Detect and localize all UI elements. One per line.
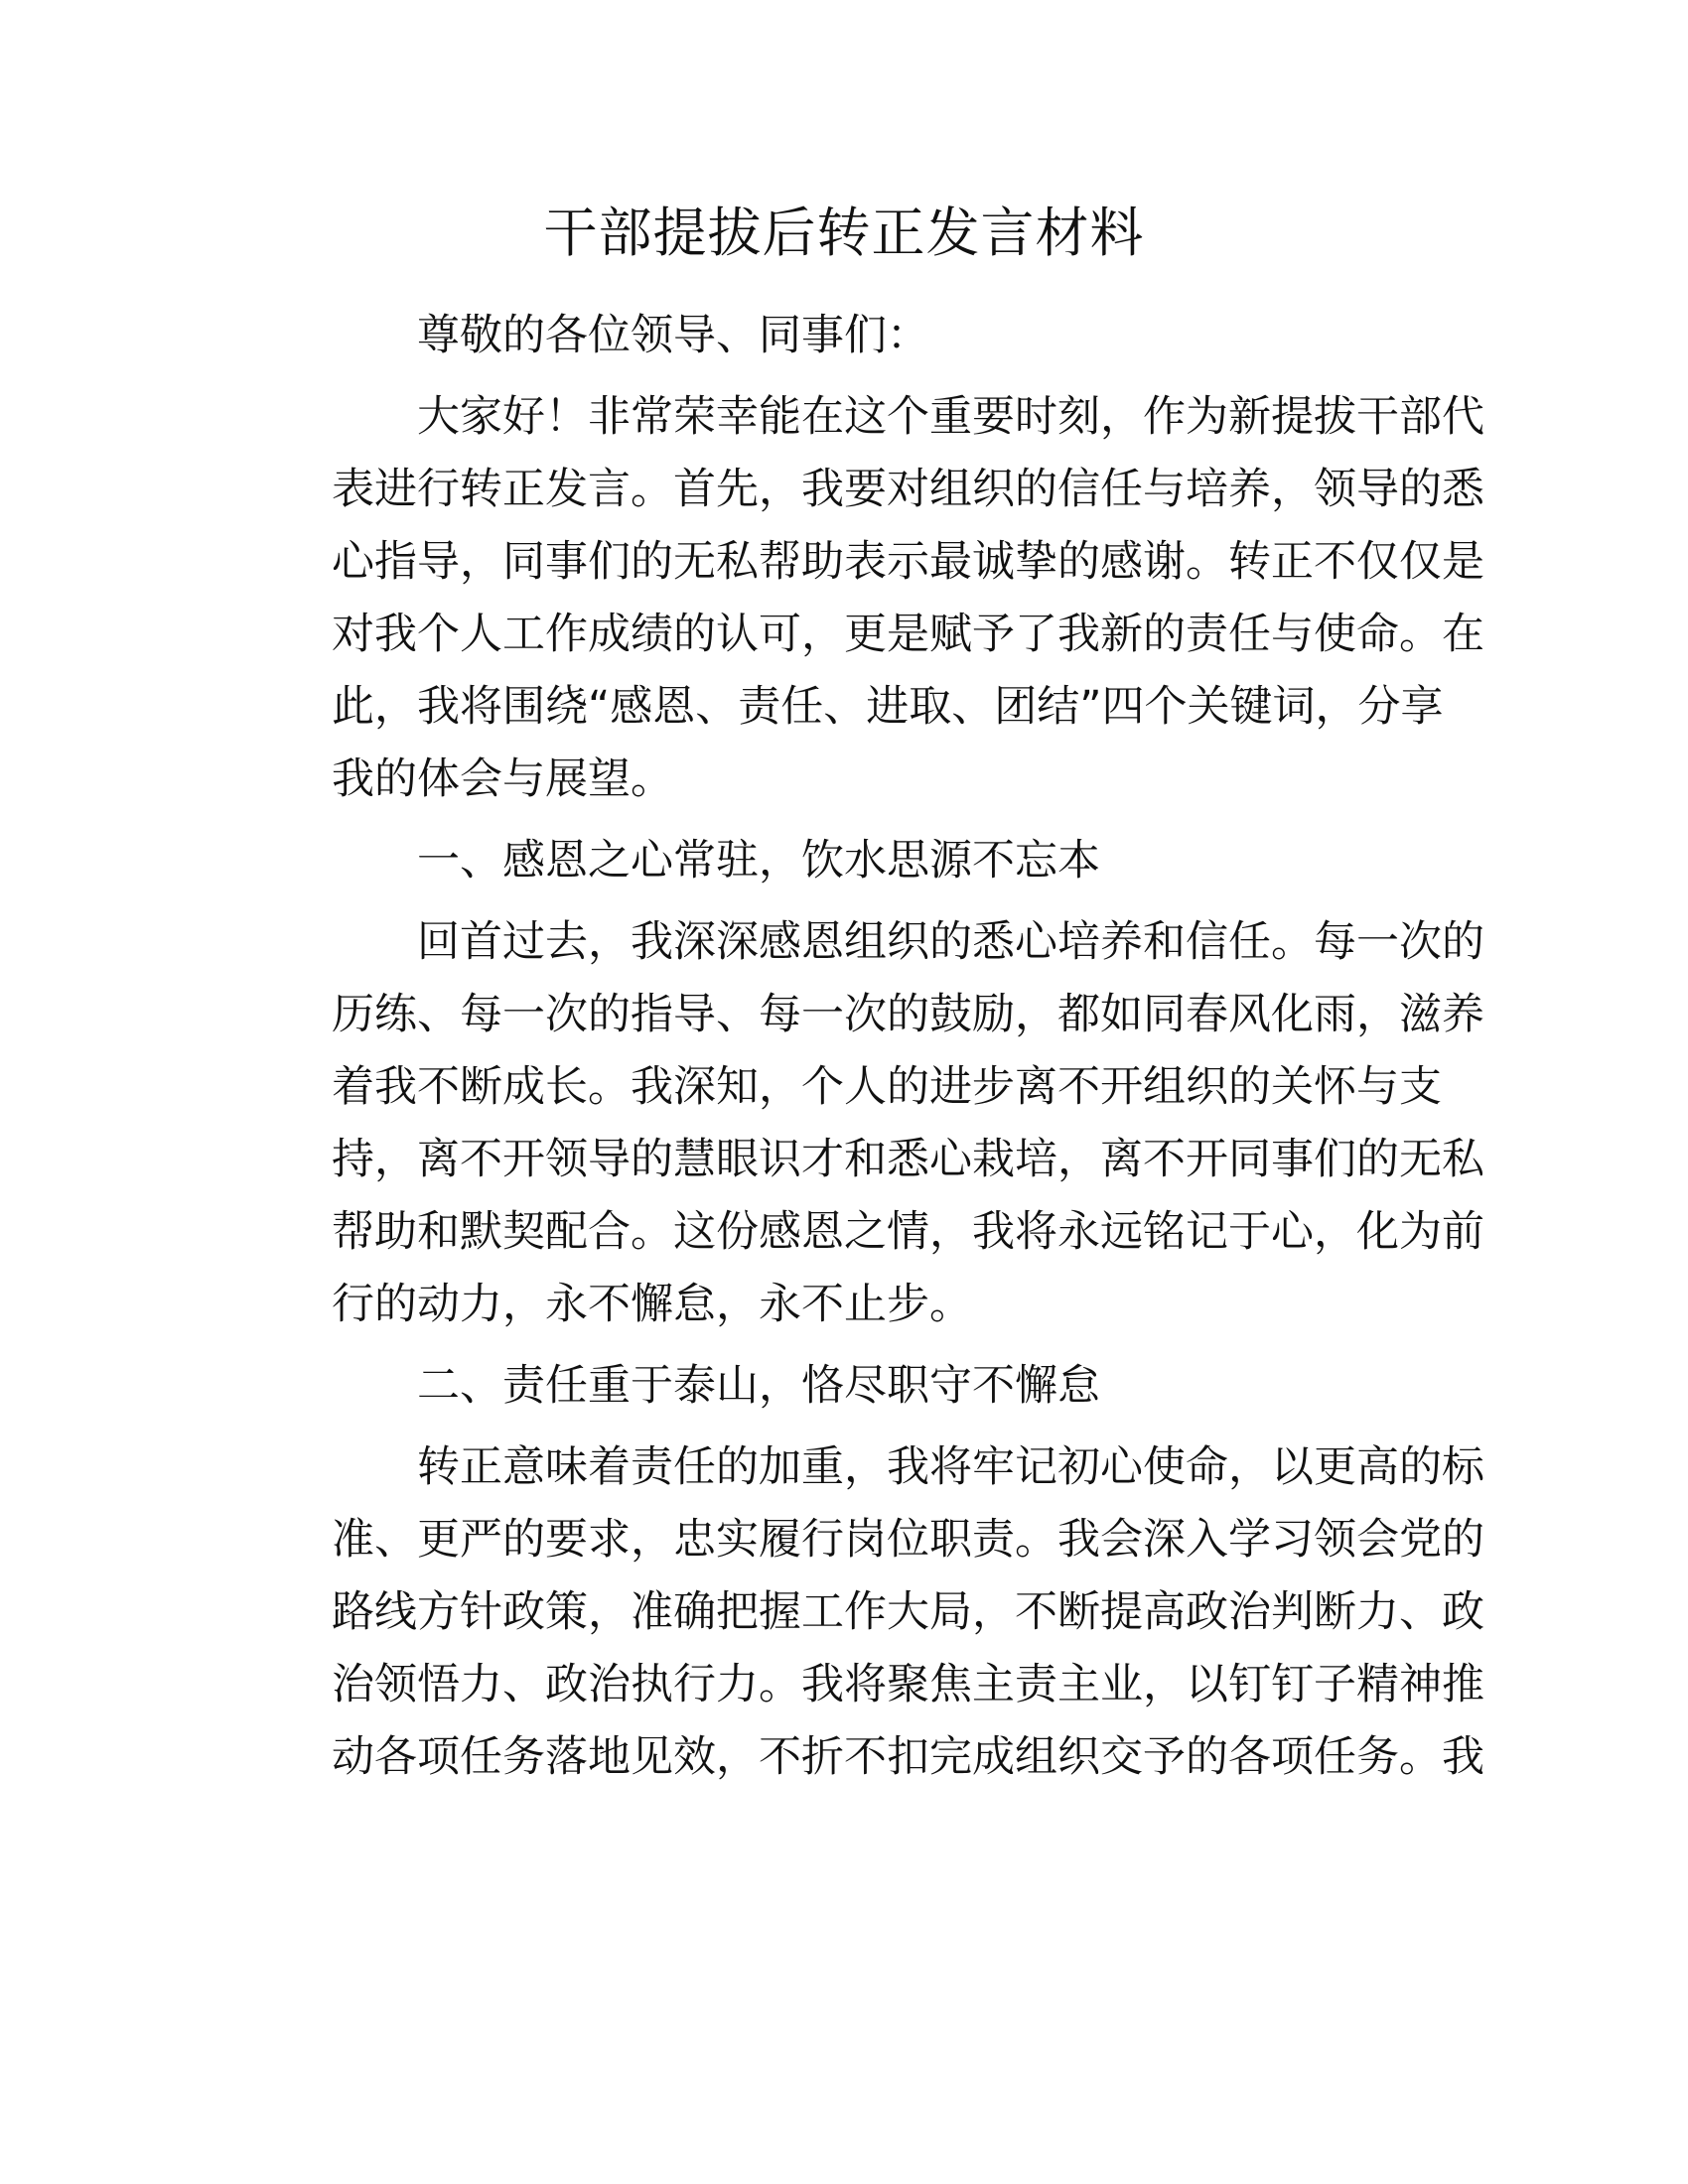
heading-line: 二、责任重于泰山，恪尽职守不懈怠: [417, 1361, 1100, 1411]
paragraph-line: 治领悟力、政治执行力。我将聚焦主责主业，以钉钉子精神推: [332, 1660, 1484, 1709]
salutation-line: 尊敬的各位领导、同事们：: [417, 311, 929, 360]
paragraph-line: 转正意味着责任的加重，我将牢记初心使命，以更高的标: [417, 1442, 1484, 1492]
paragraph-line: 行的动力，永不懈怠，永不止步。: [332, 1280, 972, 1329]
paragraph-line: 准、更严的要求，忠实履行岗位职责。我会深入学习领会党的: [332, 1515, 1484, 1565]
paragraph-line: 着我不断成长。我深知，个人的进步离不开组织的关怀与支: [332, 1062, 1442, 1112]
paragraph-line: 历练、每一次的指导、每一次的鼓励，都如同春风化雨，滋养: [332, 990, 1484, 1039]
paragraph-section-1: [246, 906, 1484, 1341]
paragraph-intro: [246, 381, 1484, 816]
paragraph-section-2: [246, 1432, 1484, 1794]
paragraph-line: 动各项任务落地见效，不折不扣完成组织交予的各项任务。我: [332, 1732, 1484, 1782]
document-body: [246, 300, 1484, 1803]
paragraph-line: 大家好！非常荣幸能在这个重要时刻，作为新提拔干部代: [417, 392, 1484, 442]
paragraph-line: 对我个人工作成绩的认可，更是赋予了我新的责任与使命。在: [332, 610, 1484, 659]
paragraph-line: 表进行转正发言。首先，我要对组织的信任与培养，领导的悉: [332, 465, 1484, 514]
paragraph-line: 路线方针政策，准确把握工作大局，不断提高政治判断力、政: [332, 1587, 1484, 1637]
salutation: [246, 300, 1438, 372]
heading-line: 一、感恩之心常驻，饮水思源不忘本: [417, 836, 1100, 886]
paragraph-line: 回首过去，我深深感恩组织的悉心培养和信任。每一次的: [417, 917, 1484, 967]
section-heading-1: [246, 825, 1438, 897]
section-heading-2: [246, 1350, 1438, 1423]
paragraph-line: 帮助和默契配合。这份感恩之情，我将永远铭记于心，化为前: [332, 1207, 1484, 1257]
paragraph-line: 我的体会与展望。: [332, 754, 673, 804]
document-title: 干部提拔后转正发言材料: [543, 202, 1145, 264]
paragraph-line: 此，我将围绕“感恩、责任、进取、团结”四个关键词，分享: [332, 682, 1444, 732]
paragraph-line: 心指导，同事们的无私帮助表示最诚挚的感谢。转正不仅仅是: [332, 537, 1484, 587]
paragraph-line: 持，离不开领导的慧眼识才和悉心栽培，离不开同事们的无私: [332, 1135, 1484, 1184]
